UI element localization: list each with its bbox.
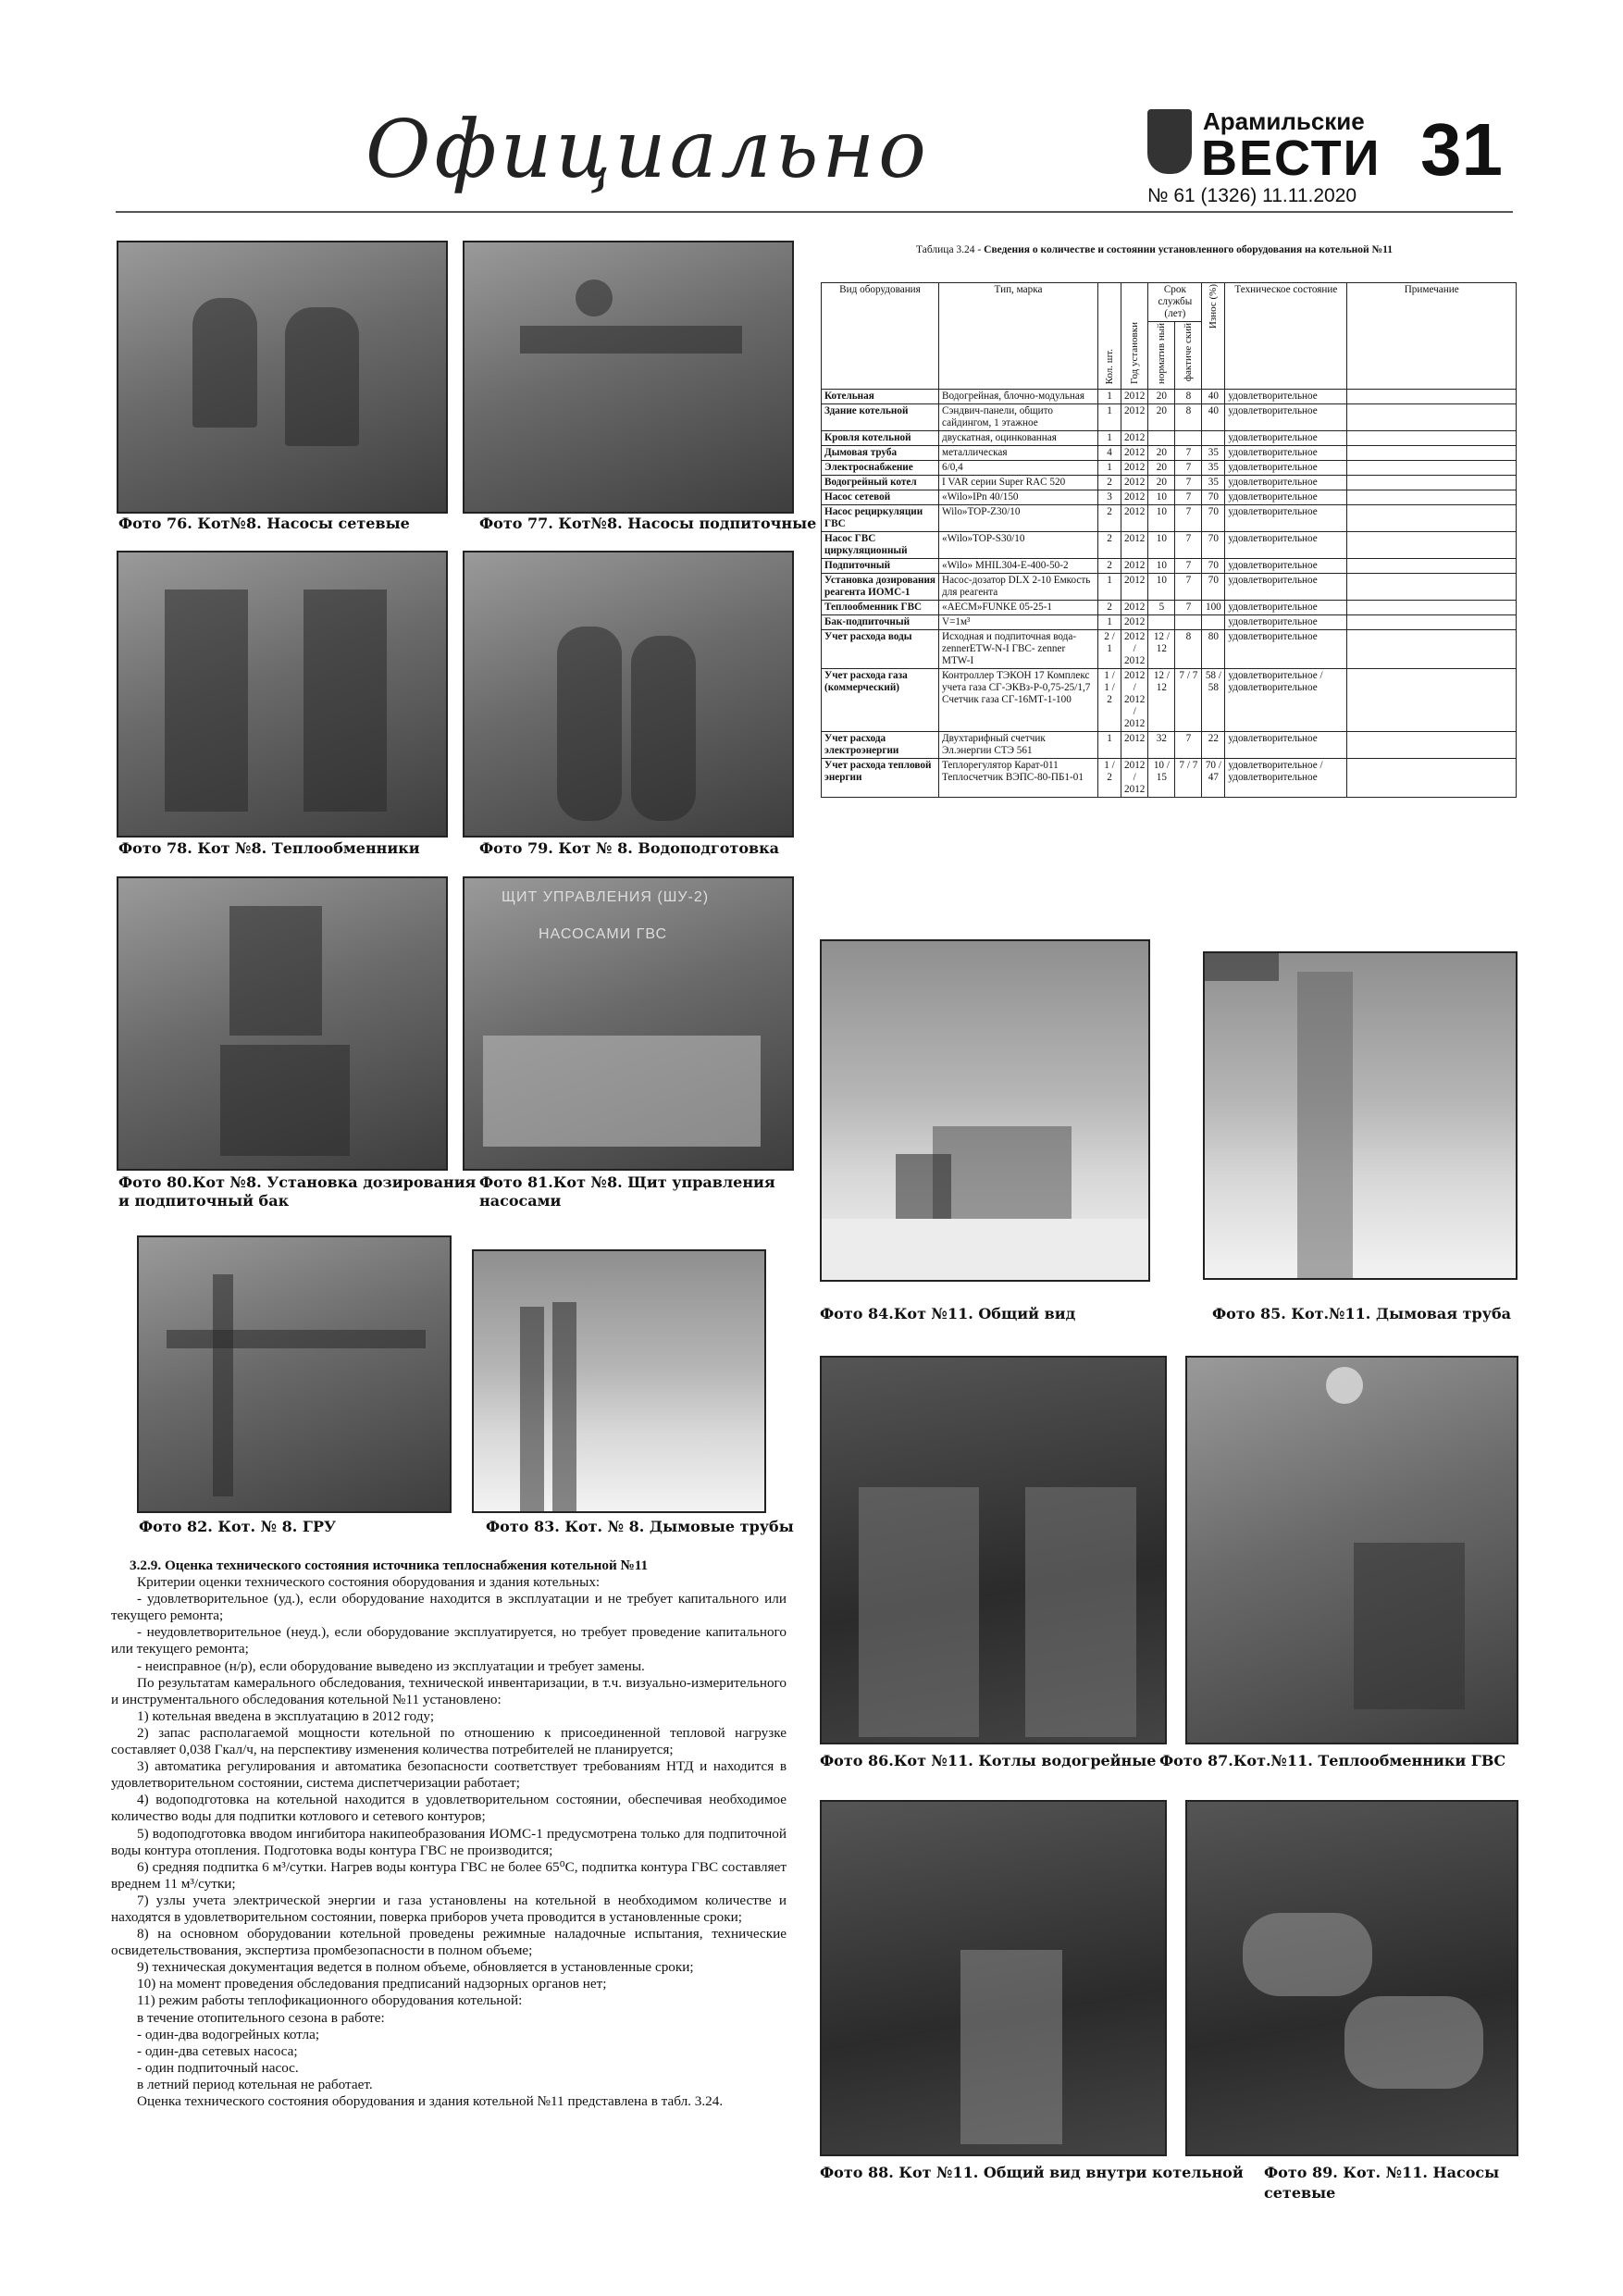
cell-qty: 1: [1098, 390, 1121, 404]
cell-state: удовлетворительное: [1225, 431, 1347, 446]
cell-fact: 7: [1175, 601, 1202, 615]
cell-state: удовлетворительное / удовлетворительное: [1225, 759, 1347, 798]
cell-state: удовлетворительное: [1225, 630, 1347, 669]
cell-wear: 58 / 58: [1202, 669, 1225, 732]
cell-type: Бак-подпиточный: [822, 615, 939, 630]
article-paragraph: 5) водоподготовка вводом ингибитора накипеобразования ИОМС-1 предусмотрена только для подпиточной воды контура отопления. Подготовка воды контура ГВС не производится;: [111, 1825, 787, 1858]
cell-note: [1347, 490, 1517, 505]
cell-state: удовлетворительное: [1225, 532, 1347, 559]
cell-qty: 2: [1098, 559, 1121, 574]
th-type: Вид оборудования: [822, 283, 939, 390]
cell-wear: 70: [1202, 532, 1225, 559]
cell-norm: 10: [1148, 505, 1175, 532]
photo-80: [117, 876, 448, 1171]
cell-wear: 22: [1202, 732, 1225, 759]
cell-type: Учет расхода газа (коммерческий): [822, 669, 939, 732]
cell-norm: 12 / 12: [1148, 630, 1175, 669]
table-row: [822, 732, 1517, 759]
table-row: [822, 574, 1517, 601]
cell-brand: «Wilo»TOP-S30/10: [939, 532, 1098, 559]
cell-year: 2012: [1121, 559, 1148, 574]
cell-norm: 10: [1148, 490, 1175, 505]
cell-qty: 1: [1098, 732, 1121, 759]
photo-89: [1185, 1800, 1518, 2156]
photo-81-caption-2: насосами: [479, 1192, 562, 1210]
table-row: [822, 490, 1517, 505]
article-paragraph: 10) на момент проведения обследования предписаний надзорных органов нет;: [137, 1976, 607, 1992]
cell-state: удовлетворительное: [1225, 404, 1347, 431]
photo-83-caption: Фото 83. Кот. № 8. Дымовые трубы: [486, 1518, 794, 1535]
section-title: Официально: [365, 104, 930, 196]
cell-note: [1347, 559, 1517, 574]
table-row: [822, 446, 1517, 461]
cell-type: Насос рециркуляции ГВС: [822, 505, 939, 532]
cell-year: 2012 / 2012: [1121, 630, 1148, 669]
cell-year: 2012 / 2012: [1121, 759, 1148, 798]
cell-wear: 70: [1202, 574, 1225, 601]
cell-brand: V=1м³: [939, 615, 1098, 630]
cell-fact: 8: [1175, 404, 1202, 431]
th-wear: Износ (%): [1202, 283, 1225, 390]
photo-88-caption: Фото 88. Кот №11. Общий вид внутри котельной: [820, 2164, 1244, 2181]
photo-86: [820, 1356, 1167, 1744]
cell-qty: 1: [1098, 404, 1121, 431]
cell-norm: 10 / 15: [1148, 759, 1175, 798]
issue-info: № 61 (1326) 11.11.2020: [1147, 185, 1357, 206]
cell-type: Дымовая труба: [822, 446, 939, 461]
photo-78-caption: Фото 78. Кот №8. Теплообменники: [118, 839, 420, 857]
cell-brand: «Wilo»IPn 40/150: [939, 490, 1098, 505]
cell-qty: 3: [1098, 490, 1121, 505]
photo-89-caption-2: сетевые: [1264, 2184, 1336, 2202]
article-paragraph: - неисправное (н/р), если оборудование выведено из эксплуатации и требует замены.: [137, 1657, 645, 1674]
photo-85-caption: Фото 85. Кот.№11. Дымовая труба: [1212, 1305, 1512, 1322]
cell-fact: 8: [1175, 630, 1202, 669]
cell-brand: «Wilo» MHIL304-E-400-50-2: [939, 559, 1098, 574]
cell-qty: 2: [1098, 505, 1121, 532]
cell-fact: 7 / 7: [1175, 669, 1202, 732]
cell-state: удовлетворительное: [1225, 490, 1347, 505]
cell-qty: 1: [1098, 431, 1121, 446]
photo-82: [137, 1235, 452, 1513]
photo-85: [1203, 951, 1518, 1280]
cell-norm: 20: [1148, 404, 1175, 431]
table-row: [822, 601, 1517, 615]
cell-qty: 1 / 1 / 2: [1098, 669, 1121, 732]
photo-77-caption: Фото 77. Кот№8. Насосы подпиточные: [479, 515, 817, 532]
cell-year: 2012: [1121, 574, 1148, 601]
article-paragraph: - один-два водогрейных котла;: [137, 2026, 320, 2042]
table-row: [822, 390, 1517, 404]
article-paragraph: 4) водоподготовка на котельной находится в удовлетворительном состоянии, обеспечивая необходимое количество воды для подпитки котлового и сетевого контуров;: [111, 1792, 787, 1825]
cell-state: удовлетворительное: [1225, 574, 1347, 601]
photo-80-caption-2: и подпиточный бак: [118, 1192, 290, 1210]
article-paragraph: - удовлетворительное (уд.), если оборудование находится в эксплуатации и не требует капитального или текущего ремонта;: [111, 1591, 787, 1624]
photo-83: [472, 1249, 766, 1513]
cell-fact: [1175, 615, 1202, 630]
coat-of-arms-icon: [1147, 109, 1192, 174]
photo-79-caption: Фото 79. Кот № 8. Водоподготовка: [479, 839, 780, 857]
cell-brand: металлическая: [939, 446, 1098, 461]
cell-year: 2012: [1121, 476, 1148, 490]
cell-norm: [1148, 615, 1175, 630]
table-row: [822, 615, 1517, 630]
photo-79: [463, 551, 794, 838]
cell-type: Насос ГВС циркуляционный: [822, 532, 939, 559]
cell-norm: 32: [1148, 732, 1175, 759]
cell-brand: Контроллер ТЭКОН 17 Комплекс учета газа СГ-ЭКВз-Р-0,75-25/1,7 Счетчик газа СГ-16МТ-1-100: [939, 669, 1098, 732]
cell-qty: 4: [1098, 446, 1121, 461]
equipment-table: [821, 282, 1517, 798]
logo-bottom-text: ВЕСТИ: [1201, 130, 1381, 186]
th-note: Примечание: [1347, 283, 1517, 390]
logo-top-text: Арамильские: [1203, 107, 1365, 135]
cell-year: 2012: [1121, 615, 1148, 630]
cell-norm: 20: [1148, 390, 1175, 404]
cell-note: [1347, 574, 1517, 601]
cell-state: удовлетворительное: [1225, 615, 1347, 630]
cell-norm: 10: [1148, 574, 1175, 601]
cell-brand: Сэндвич-панели, общито сайдингом, 1 этажное: [939, 404, 1098, 431]
cell-year: 2012: [1121, 490, 1148, 505]
cell-state: удовлетворительное: [1225, 461, 1347, 476]
table-row: [822, 431, 1517, 446]
photo-76: [117, 241, 448, 514]
th-normative: норматив ный: [1148, 322, 1175, 390]
cell-norm: 12 / 12: [1148, 669, 1175, 732]
cell-brand: «AECM»FUNKE 05-25-1: [939, 601, 1098, 615]
cell-note: [1347, 630, 1517, 669]
photo-78: [117, 551, 448, 838]
cell-note: [1347, 669, 1517, 732]
cell-note: [1347, 505, 1517, 532]
photo-81-caption-1: Фото 81.Кот №8. Щит управления: [479, 1173, 775, 1191]
cell-state: удовлетворительное: [1225, 559, 1347, 574]
article-paragraph: 1) котельная введена в эксплуатацию в 2012 году;: [137, 1707, 435, 1724]
page-number: 31: [1420, 108, 1503, 191]
photo-76-caption: Фото 76. Кот№8. Насосы сетевые: [118, 515, 410, 532]
table-row: [822, 559, 1517, 574]
cell-norm: 10: [1148, 532, 1175, 559]
article-paragraph: - один подпиточный насос.: [137, 2059, 299, 2076]
photo-84: [820, 939, 1150, 1282]
table-row: [822, 404, 1517, 431]
table-row: [822, 476, 1517, 490]
cell-type: Установка дозирования реагента ИОМС-1: [822, 574, 939, 601]
panel-sign-line-1: ЩИТ УПРАВЛЕНИЯ (ШУ-2): [502, 889, 710, 905]
table-row: [822, 759, 1517, 798]
cell-fact: 7 / 7: [1175, 759, 1202, 798]
cell-brand: Исходная и подпиточная вода-zennerETW-N-I ГВС- zenner MTW-I: [939, 630, 1098, 669]
cell-wear: 35: [1202, 446, 1225, 461]
article-paragraph: 9) техническая документация ведется в полном объеме, обновляется в установленные сроки;: [137, 1959, 694, 1976]
cell-wear: 70: [1202, 559, 1225, 574]
cell-type: Кровля котельной: [822, 431, 939, 446]
cell-wear: 100: [1202, 601, 1225, 615]
photo-87: [1185, 1356, 1518, 1744]
cell-norm: 10: [1148, 559, 1175, 574]
cell-year: 2012: [1121, 390, 1148, 404]
cell-qty: 2: [1098, 532, 1121, 559]
article-heading: 3.2.9. Оценка технического состояния источника теплоснабжения котельной №11: [130, 1558, 649, 1573]
header-divider: [116, 211, 1513, 213]
cell-type: Водогрейный котел: [822, 476, 939, 490]
cell-state: удовлетворительное: [1225, 601, 1347, 615]
cell-year: 2012: [1121, 532, 1148, 559]
table-caption-prefix: Таблица 3.24 -: [916, 244, 985, 255]
cell-type: Насос сетевой: [822, 490, 939, 505]
cell-type: Котельная: [822, 390, 939, 404]
cell-qty: 2: [1098, 601, 1121, 615]
cell-wear: [1202, 431, 1225, 446]
article-paragraph: 2) запас располагаемой мощности котельной по отношению к присоединенной тепловой нагрузке составляет 0,038 Гкал/ч, на перспективу изменения количества потребителей не планируется;: [111, 1724, 787, 1758]
article-paragraph: Критерии оценки технического состояния оборудования и здания котельных:: [137, 1574, 601, 1591]
cell-qty: 1: [1098, 461, 1121, 476]
cell-year: 2012: [1121, 431, 1148, 446]
cell-brand: Двухтарифный счетчик Эл.энергии СТЭ 561: [939, 732, 1098, 759]
photo-88: [820, 1800, 1167, 2156]
cell-fact: 7: [1175, 732, 1202, 759]
cell-brand: Водогрейная, блочно-модульная: [939, 390, 1098, 404]
article-body: [111, 1558, 787, 2110]
table-row: [822, 532, 1517, 559]
article-paragraph: 8) на основном оборудовании котельной проведены режимные наладочные испытания, технические освидетельствования, экспертиза промбезопасности в полном объеме;: [111, 1926, 787, 1959]
cell-qty: 1: [1098, 574, 1121, 601]
cell-fact: 7: [1175, 490, 1202, 505]
cell-note: [1347, 476, 1517, 490]
cell-note: [1347, 532, 1517, 559]
th-term: Срок службы (лет): [1148, 283, 1202, 322]
cell-year: 2012: [1121, 461, 1148, 476]
cell-qty: 2: [1098, 476, 1121, 490]
cell-fact: 7: [1175, 574, 1202, 601]
cell-type: Учет расхода воды: [822, 630, 939, 669]
cell-type: Подпиточный: [822, 559, 939, 574]
table-row: [822, 669, 1517, 732]
cell-qty: 1: [1098, 615, 1121, 630]
cell-qty: 2 / 1: [1098, 630, 1121, 669]
cell-fact: 8: [1175, 390, 1202, 404]
cell-wear: 70 / 47: [1202, 759, 1225, 798]
photo-84-caption: Фото 84.Кот №11. Общий вид: [820, 1305, 1076, 1322]
article-paragraph: в летний период котельная не работает.: [137, 2076, 373, 2092]
cell-type: Теплообменник ГВС: [822, 601, 939, 615]
cell-fact: 7: [1175, 476, 1202, 490]
cell-state: удовлетворительное: [1225, 446, 1347, 461]
cell-norm: [1148, 431, 1175, 446]
photo-77: [463, 241, 794, 514]
cell-fact: 7: [1175, 505, 1202, 532]
cell-brand: I VAR серии Super RAC 520: [939, 476, 1098, 490]
cell-norm: 5: [1148, 601, 1175, 615]
cell-wear: 35: [1202, 461, 1225, 476]
cell-year: 2012: [1121, 601, 1148, 615]
panel-sign-line-2: НАСОСАМИ ГВС: [539, 926, 668, 942]
photo-80-caption-1: Фото 80.Кот №8. Установка дозирования: [118, 1173, 477, 1191]
article-paragraph: 3) автоматика регулирования и автоматика безопасности соответствует требованиям НТД и находится в удовлетворительном состоянии, система диспетчеризации работает;: [111, 1758, 787, 1792]
cell-year: 2012 / 2012 / 2012: [1121, 669, 1148, 732]
table-caption: [916, 244, 1393, 255]
cell-norm: 20: [1148, 476, 1175, 490]
cell-note: [1347, 461, 1517, 476]
cell-wear: 40: [1202, 404, 1225, 431]
cell-state: удовлетворительное: [1225, 390, 1347, 404]
th-state: Техническое состояние: [1225, 283, 1347, 390]
cell-brand: Wilo»TOP-Z30/10: [939, 505, 1098, 532]
cell-note: [1347, 601, 1517, 615]
th-actual: фактиче ский: [1175, 322, 1202, 390]
cell-note: [1347, 732, 1517, 759]
table-row: [822, 461, 1517, 476]
cell-brand: Насос-дозатор DLX 2-10 Емкость для реагента: [939, 574, 1098, 601]
cell-state: удовлетворительное: [1225, 732, 1347, 759]
cell-fact: 7: [1175, 559, 1202, 574]
cell-brand: двускатная, оцинкованная: [939, 431, 1098, 446]
cell-wear: 70: [1202, 490, 1225, 505]
table-row: [822, 630, 1517, 669]
cell-year: 2012: [1121, 732, 1148, 759]
article-paragraph: 11) режим работы теплофикационного оборудования котельной:: [137, 1992, 523, 2009]
cell-fact: 7: [1175, 532, 1202, 559]
cell-note: [1347, 446, 1517, 461]
cell-note: [1347, 431, 1517, 446]
article-paragraph: 7) узлы учета электрической энергии и газа установлены на котельной в необходимом количестве и находятся в удовлетворительном состоянии, поверка приборов учета проводится в установленные сроки;: [111, 1892, 787, 1925]
article-paragraph: - один-два сетевых насоса;: [137, 2042, 298, 2059]
cell-state: удовлетворительное: [1225, 476, 1347, 490]
cell-fact: 7: [1175, 461, 1202, 476]
cell-type: Учет расхода электроэнергии: [822, 732, 939, 759]
th-year: Год установки: [1121, 283, 1148, 390]
cell-type: Электроснабжение: [822, 461, 939, 476]
photo-81: [463, 876, 794, 1171]
table-row: [822, 505, 1517, 532]
cell-fact: [1175, 431, 1202, 446]
cell-note: [1347, 390, 1517, 404]
article-paragraph: Оценка технического состояния оборудования и здания котельной №11 представлена в табл. 3.24.: [137, 2093, 724, 2109]
cell-brand: Теплорегулятор Карат-011 Теплосчетчик ВЭПС-80-ПБ1-01: [939, 759, 1098, 798]
cell-note: [1347, 759, 1517, 798]
cell-year: 2012: [1121, 505, 1148, 532]
photo-89-caption-1: Фото 89. Кот. №11. Насосы: [1264, 2164, 1500, 2181]
cell-note: [1347, 404, 1517, 431]
cell-wear: [1202, 615, 1225, 630]
cell-wear: 35: [1202, 476, 1225, 490]
cell-year: 2012: [1121, 404, 1148, 431]
cell-norm: 20: [1148, 461, 1175, 476]
cell-type: Учет расхода тепловой энергии: [822, 759, 939, 798]
cell-fact: 7: [1175, 446, 1202, 461]
cell-type: Здание котельной: [822, 404, 939, 431]
cell-wear: 40: [1202, 390, 1225, 404]
article-paragraph: - неудовлетворительное (неуд.), если оборудование эксплуатируется, но требует проведение капитального или текущего ремонта;: [111, 1624, 787, 1657]
cell-state: удовлетворительное / удовлетворительное: [1225, 669, 1347, 732]
table-caption-title: Сведения о количестве и состоянии установленного оборудования на котельной №11: [984, 244, 1393, 255]
photo-87-caption: Фото 87.Кот.№11. Теплообменники ГВС: [1159, 1752, 1506, 1769]
cell-year: 2012: [1121, 446, 1148, 461]
cell-note: [1347, 615, 1517, 630]
article-paragraph: 6) средняя подпитка 6 м³/сутки. Нагрев воды контура ГВС не более 65⁰С, подпитка контура ГВС составляет вреднем 11 м³/сутки;: [111, 1858, 787, 1892]
cell-wear: 70: [1202, 505, 1225, 532]
th-brand: Тип, марка: [939, 283, 1098, 390]
article-paragraph: По результатам камерального обследования, технической инвентаризации, в т.ч. визуально-измерительного и инструментального обследования котельной №11 установлено:: [111, 1674, 787, 1707]
article-paragraph: в течение отопительного сезона в работе:: [137, 2009, 385, 2026]
cell-wear: 80: [1202, 630, 1225, 669]
cell-norm: 20: [1148, 446, 1175, 461]
cell-brand: 6/0,4: [939, 461, 1098, 476]
cell-state: удовлетворительное: [1225, 505, 1347, 532]
cell-qty: 1 / 2: [1098, 759, 1121, 798]
photo-86-caption: Фото 86.Кот №11. Котлы водогрейные: [820, 1752, 1157, 1769]
th-qty: Кол. шт.: [1098, 283, 1121, 390]
photo-82-caption: Фото 82. Кот. № 8. ГРУ: [139, 1518, 336, 1535]
